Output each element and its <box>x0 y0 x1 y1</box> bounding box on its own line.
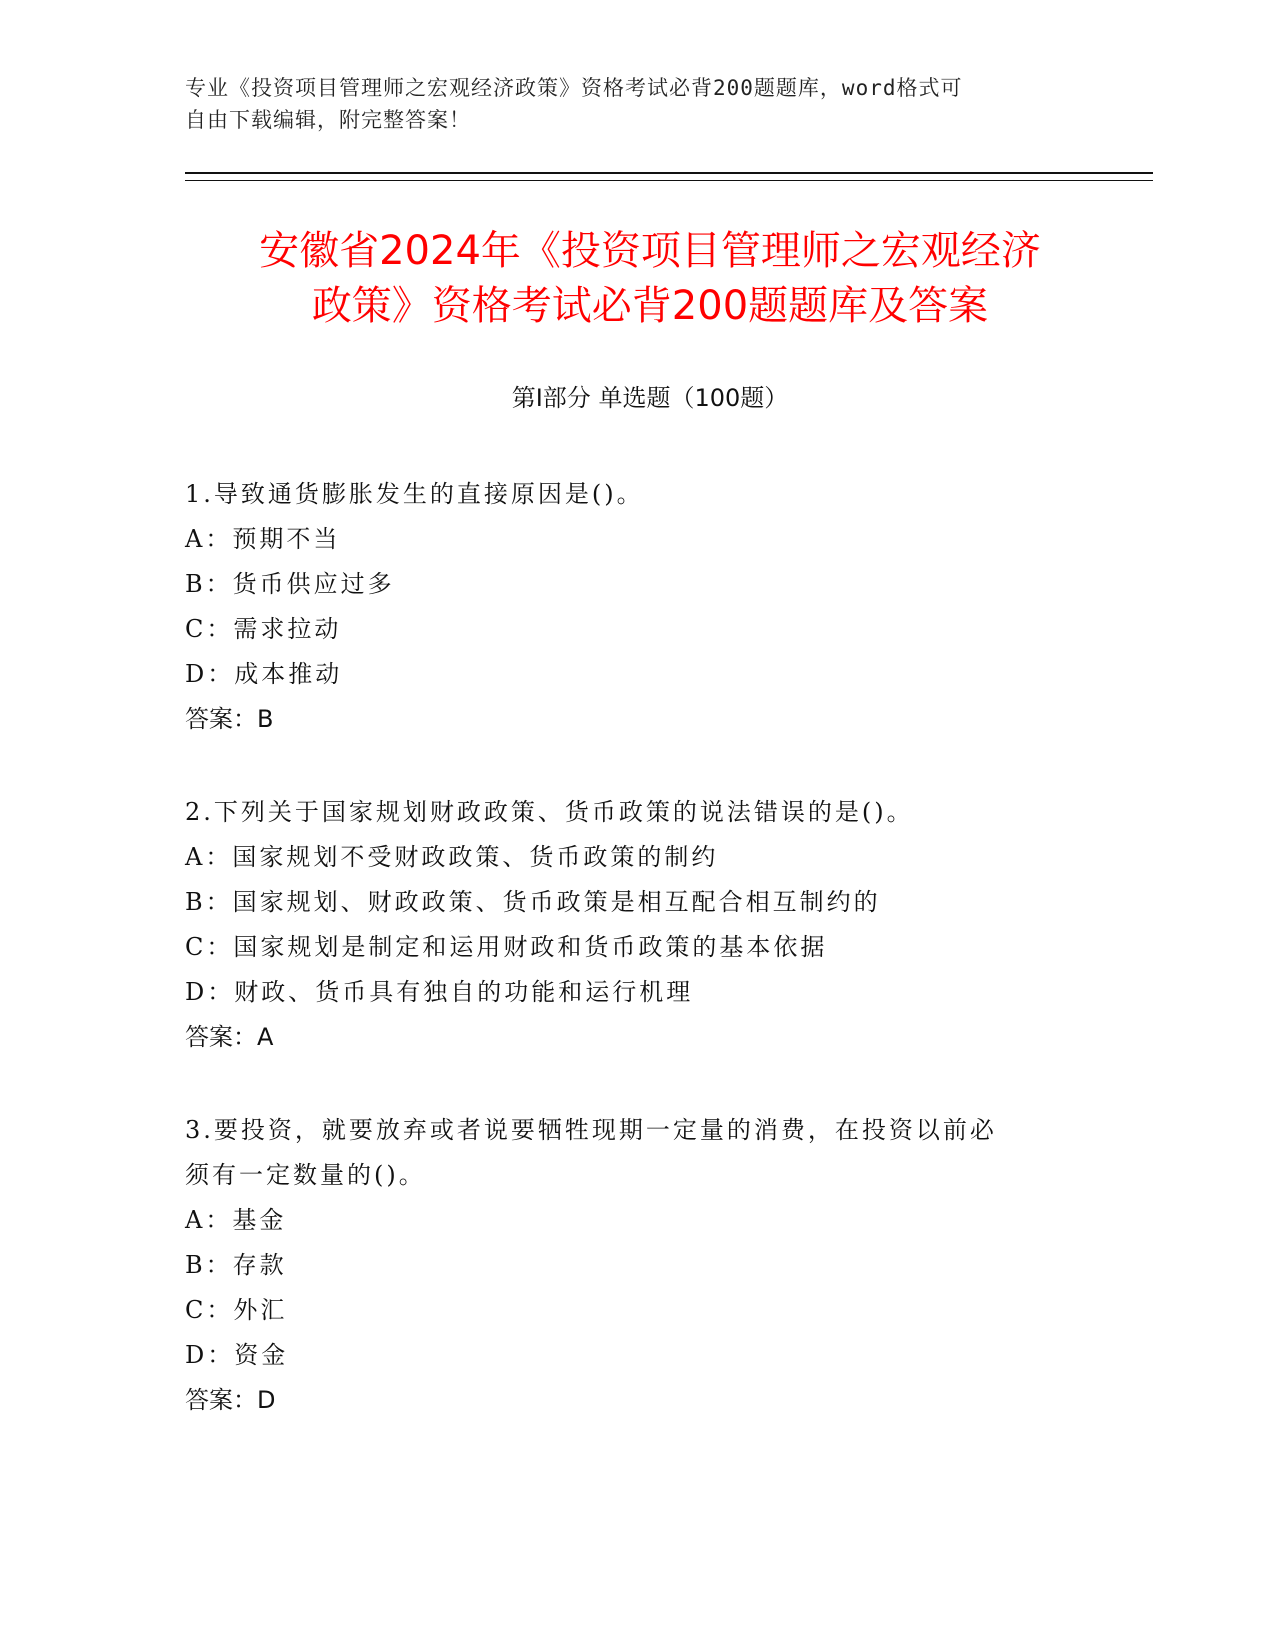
header-note-line-2: 自由下载编辑，附完整答案！ <box>185 108 471 132</box>
option-b: B：国家规划、财政政策、货币政策是相互配合相互制约的 <box>185 888 881 916</box>
document-title <box>150 224 1150 334</box>
option-a: A：基金 <box>185 1206 287 1234</box>
option-a: A：国家规划不受财政政策、货币政策的制约 <box>185 843 719 871</box>
question-3 <box>185 1108 1085 1423</box>
option-c: C：外汇 <box>185 1296 288 1324</box>
question-stem-line-1: 1.导致通货膨胀发生的直接原因是()。 <box>185 480 644 508</box>
question-stem <box>185 1108 1085 1198</box>
answer: 答案：B <box>185 705 274 733</box>
option-b: B：存款 <box>185 1251 287 1279</box>
option-c: C：需求拉动 <box>185 615 342 643</box>
header-note-line-1: 专业《投资项目管理师之宏观经济政策》资格考试必背200题题库，word格式可 <box>185 76 963 100</box>
answer: 答案：D <box>185 1386 276 1414</box>
header-divider-thin <box>185 180 1153 181</box>
document-title-line-2: 政策》资格考试必背200题题库及答案 <box>311 283 989 329</box>
document-title-line-1: 安徽省2024年《投资项目管理师之宏观经济 <box>259 228 1041 274</box>
option-a: A：预期不当 <box>185 525 341 553</box>
option-d: D：财政、货币具有独自的功能和运行机理 <box>185 978 694 1006</box>
question-stem-line-1: 2.下列关于国家规划财政政策、货币政策的说法错误的是()。 <box>185 798 914 826</box>
question-2 <box>185 790 1085 1060</box>
option-c: C：国家规划是制定和运用财政和货币政策的基本依据 <box>185 933 828 961</box>
question-stem-line-2: 须有一定数量的()。 <box>185 1161 426 1189</box>
question-stem <box>185 790 1085 835</box>
question-stem <box>185 472 1085 517</box>
option-d: D：成本推动 <box>185 660 343 688</box>
option-b: B：货币供应过多 <box>185 570 395 598</box>
header-note <box>185 72 1065 136</box>
answer: 答案：A <box>185 1023 274 1051</box>
question-1 <box>185 472 1085 742</box>
section-heading: 第I部分 单选题（100题） <box>511 384 789 412</box>
option-d: D：资金 <box>185 1341 289 1369</box>
header-divider-thick <box>185 172 1153 174</box>
question-stem-line-1: 3.要投资，就要放弃或者说要牺牲现期一定量的消费，在投资以前必 <box>185 1116 997 1144</box>
